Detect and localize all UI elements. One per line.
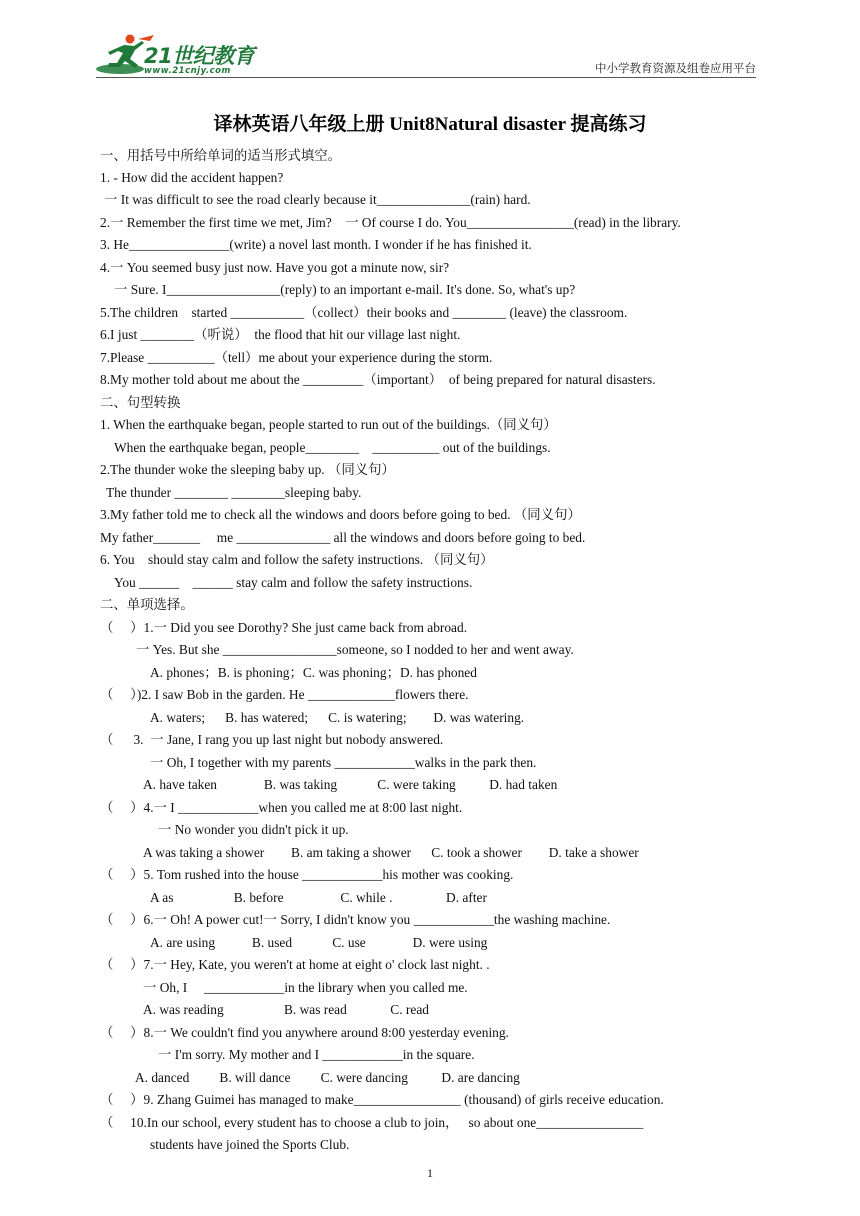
- question-line: 3.My father told me to check all the windows and doors before going to bed. （同义句）: [100, 507, 581, 522]
- options-line: A as B. before C. while . D. after: [150, 890, 487, 905]
- page-number: 1: [427, 1166, 433, 1180]
- question-line: The thunder ________ ________sleeping baby.: [106, 485, 362, 500]
- question-line: （ ）7.一 Hey, Kate, you weren't at home at eight o' clock last night. .: [100, 957, 490, 972]
- question-line: （ 10.In our school, every student has to choose a club to join， so about one________________: [100, 1115, 644, 1130]
- options-line: A. are using B. used C. use D. were using: [150, 935, 488, 950]
- question-line: 一 I'm sorry. My mother and I ____________in the square.: [158, 1047, 475, 1062]
- question-line: 7.Please __________（tell）me about your experience during the storm.: [100, 350, 493, 365]
- options-line: A. have taken B. was taking C. were taking D. had taken: [143, 777, 558, 792]
- question-line: （ ）9. Zhang Guimei has managed to make________________ (thousand) of girls receive education.: [100, 1092, 664, 1107]
- options-line: A. danced B. will dance C. were dancing D. are dancing: [135, 1070, 520, 1085]
- question-line: （ 3. 一 Jane, I rang you up last night but nobody answered.: [100, 732, 444, 747]
- options-line: A. was reading B. was read C. read: [143, 1002, 429, 1017]
- question-line: My father_______ me ______________ all the windows and doors before going to bed.: [100, 530, 586, 545]
- page-title: 译林英语八年级上册 Unit8Natural disaster 提高练习: [213, 114, 647, 135]
- question-line: 8.My mother told about me about the _________（important） of being prepared for natural disasters.: [100, 372, 656, 387]
- page-header: [0, 0, 860, 80]
- question-line: 一 It was difficult to see the road clearly because it______________(rain) hard.: [104, 192, 531, 207]
- section-heading-transform: 二、句型转换: [100, 395, 181, 410]
- options-line: A. phones；B. is phoning；C. was phoning；D. has phoned: [150, 665, 477, 680]
- question-line: （ ）)2. I saw Bob in the garden. He _____________flowers there.: [100, 687, 469, 702]
- question-line: （ ）1.一 Did you see Dorothy? She just came back from abroad.: [100, 620, 468, 635]
- question-line: （ ）8.一 We couldn't find you anywhere around 8:00 yesterday evening.: [100, 1025, 509, 1040]
- options-line: A. waters; B. has watered; C. is watering; D. was watering.: [150, 710, 525, 725]
- question-line: students have joined the Sports Club.: [150, 1137, 350, 1152]
- logo-url: www.21cnjy.com: [144, 66, 231, 76]
- question-line: 6.I just ________（听说） the flood that hit our village last night.: [100, 327, 461, 342]
- question-line: 4.一 You seemed busy just now. Have you got a minute now, sir?: [100, 260, 450, 275]
- question-line: When the earthquake began, people________ __________ out of the buildings.: [114, 440, 551, 455]
- question-line: 1. When the earthquake began, people started to run out of the buildings.（同义句）: [100, 417, 557, 432]
- logo-text: 21世纪教育: [144, 44, 255, 68]
- options-line: A was taking a shower B. am taking a shower C. took a shower D. take a shower: [143, 845, 639, 860]
- question-line: You ______ ______ stay calm and follow the safety instructions.: [114, 575, 473, 590]
- question-line: 5.The children started ___________（collect）their books and ________ (leave) the classroom.: [100, 305, 628, 320]
- question-line: 一 Oh, I ____________in the library when you called me.: [143, 980, 468, 995]
- question-line: （ ）4.一 I ____________when you called me at 8:00 last night.: [100, 800, 463, 815]
- question-line: 2.The thunder woke the sleeping baby up. （同义句）: [100, 462, 395, 477]
- question-line: 6. You should stay calm and follow the safety instructions. （同义句）: [100, 552, 494, 567]
- question-line: 一 Yes. But she _________________someone, so I nodded to her and went away.: [136, 642, 574, 657]
- question-line: （ ）5. Tom rushed into the house ____________his mother was cooking.: [100, 867, 514, 882]
- question-line: （ ）6.一 Oh! A power cut!一 Sorry, I didn't know you ____________the washing machine.: [100, 912, 611, 927]
- header-divider: [96, 77, 756, 78]
- question-line: 2.一 Remember the first time we met, Jim? 一 Of course I do. You________________(read) in the library.: [100, 215, 681, 230]
- section-heading-choice: 二、单项选择。: [100, 597, 194, 612]
- question-line: 一 No wonder you didn't pick it up.: [158, 822, 349, 837]
- question-line: 一 Oh, I together with my parents ____________walks in the park then.: [150, 755, 537, 770]
- question-line: 1. - How did the accident happen?: [100, 170, 284, 185]
- question-line: 3. He_______________(write) a novel last month. I wonder if he has finished it.: [100, 237, 532, 252]
- platform-label: 中小学教育资源及组卷应用平台: [595, 61, 756, 75]
- section-heading-fill-in: 一、用括号中所给单词的适当形式填空。: [100, 148, 342, 163]
- question-line: 一 Sure. I_________________(reply) to an important e-mail. It's done. So, what's up?: [114, 282, 576, 297]
